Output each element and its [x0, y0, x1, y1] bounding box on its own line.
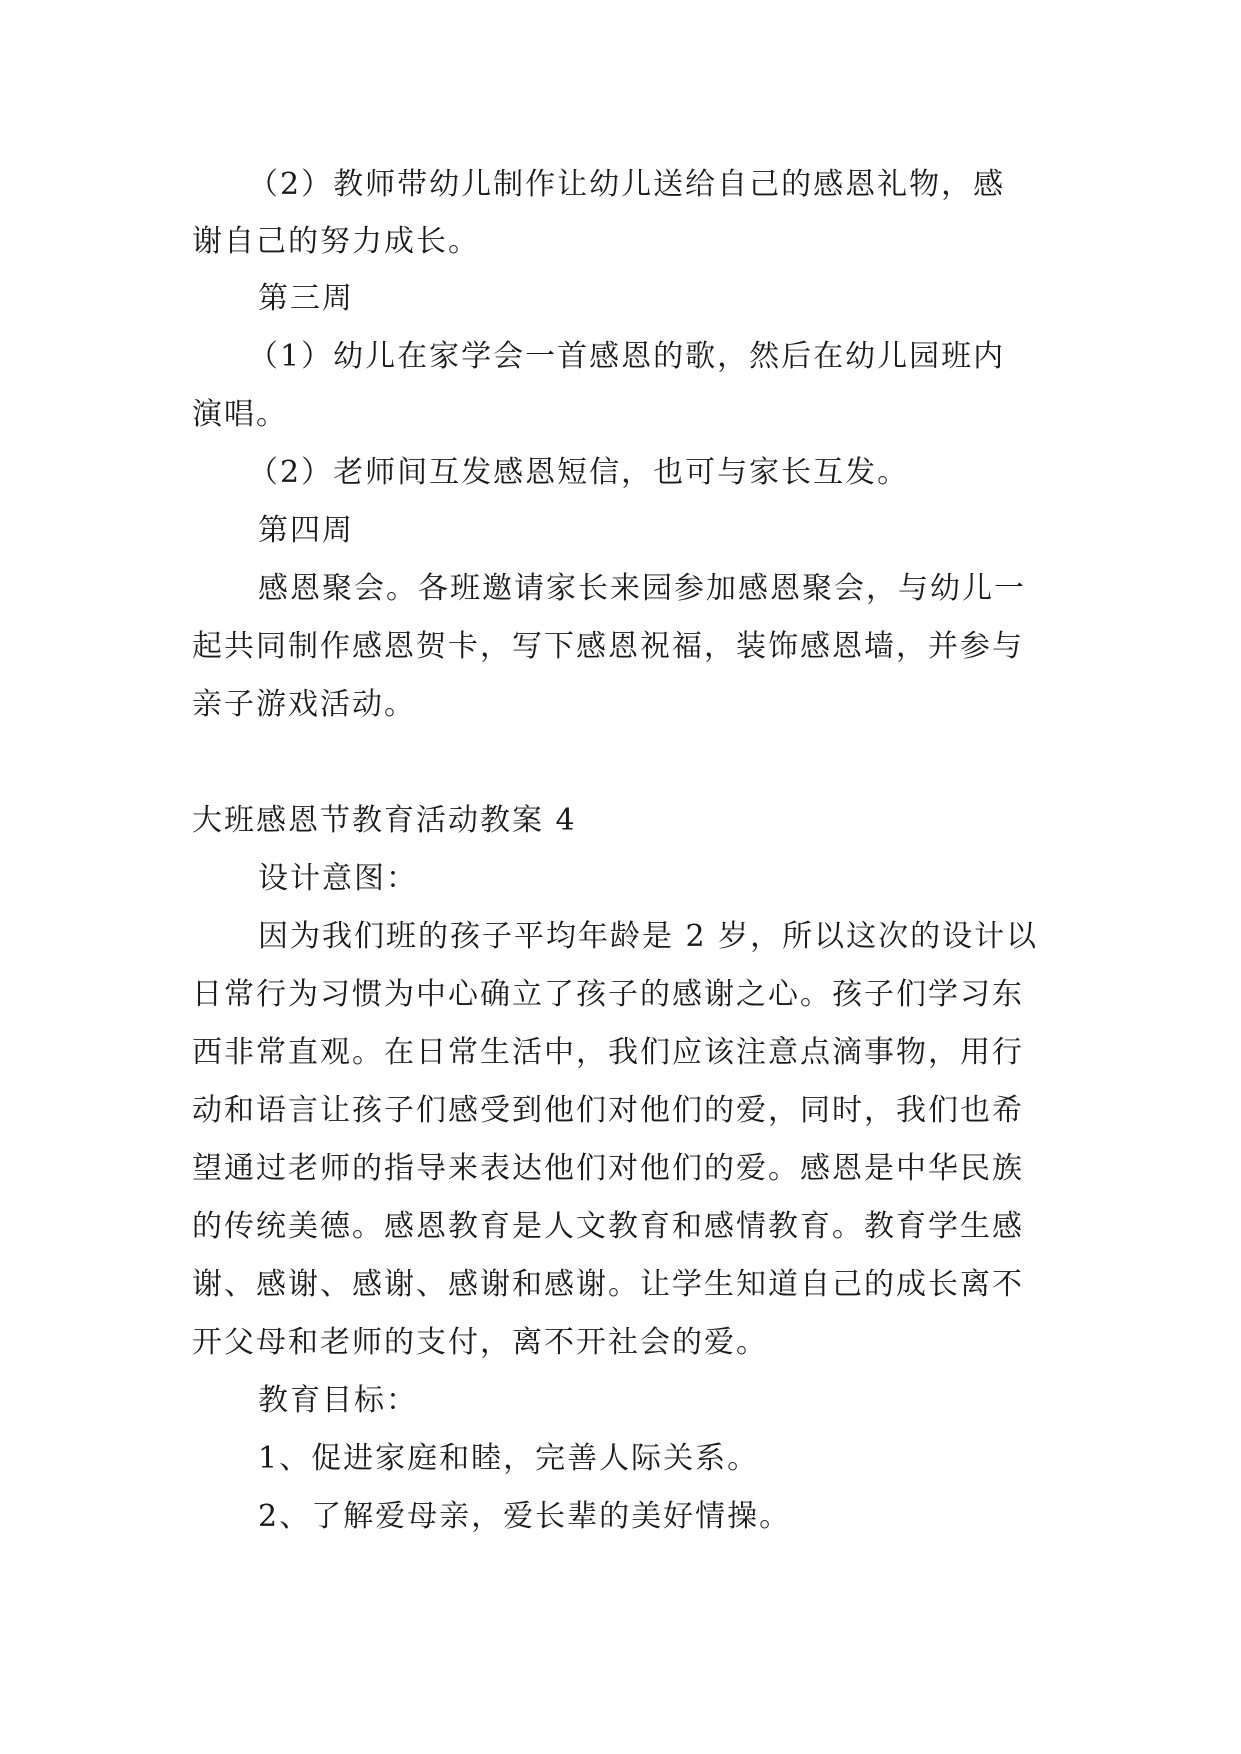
paragraph-line: 望通过老师的指导来表达他们对他们的爱。感恩是中华民族 — [192, 1151, 1024, 1186]
paragraph-line: 谢、感谢、感谢、感谢和感谢。让学生知道自己的成长离不 — [192, 1267, 1024, 1302]
section-label: 第四周 — [258, 513, 354, 548]
paragraph-line: 感恩聚会。各班邀请家长来园参加感恩聚会，与幼儿一 — [258, 571, 1026, 606]
list-item: 2、了解爱母亲，爱长辈的美好情操。 — [258, 1499, 792, 1534]
paragraph-line: 的传统美德。感恩教育是人文教育和感情教育。教育学生感 — [192, 1209, 1024, 1244]
paragraph-line: （2）老师间互发感恩短信，也可与家长互发。 — [248, 455, 910, 490]
paragraph-line: 日常行为习惯为中心确立了孩子的感谢之心。孩子们学习东 — [192, 977, 1024, 1012]
paragraph-line: 起共同制作感恩贺卡，写下感恩祝福，装饰感恩墙，并参与 — [192, 629, 1024, 664]
section-label: 设计意图： — [258, 861, 418, 896]
paragraph-line: 动和语言让孩子们感受到他们对他们的爱，同时，我们也希 — [192, 1093, 1024, 1128]
paragraph-line: 西非常直观。在日常生活中，我们应该注意点滴事物，用行 — [192, 1035, 1024, 1070]
section-label: 教育目标： — [258, 1383, 418, 1418]
paragraph-line: 开父母和老师的支付，离不开社会的爱。 — [192, 1325, 768, 1360]
paragraph-line: （1）幼儿在家学会一首感恩的歌，然后在幼儿园班内 — [248, 339, 1006, 374]
section-heading: 大班感恩节教育活动教案 4 — [192, 803, 577, 838]
paragraph-line: （2）教师带幼儿制作让幼儿送给自己的感恩礼物，感 — [248, 167, 1006, 202]
paragraph-line: 因为我们班的孩子平均年龄是 2 岁，所以这次的设计以 — [258, 919, 1039, 954]
paragraph-line: 亲子游戏活动。 — [192, 687, 416, 722]
paragraph-line: 谢自己的努力成长。 — [192, 224, 480, 259]
section-label: 第三周 — [258, 281, 354, 316]
list-item: 1、促进家庭和睦，完善人际关系。 — [258, 1441, 760, 1476]
paragraph-line: 演唱。 — [192, 397, 288, 432]
